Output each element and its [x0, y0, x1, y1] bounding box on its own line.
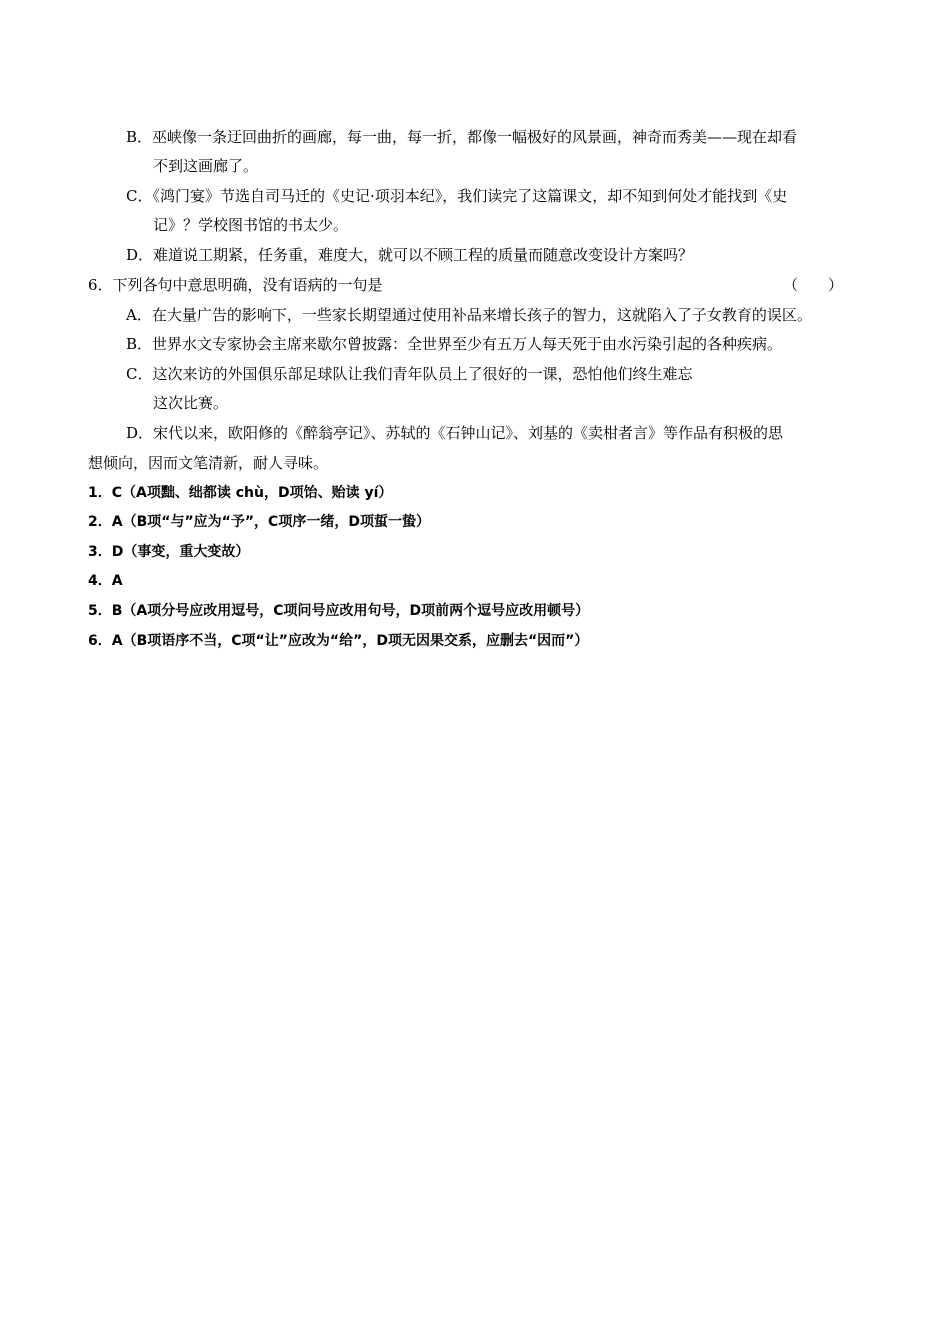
q5-option-b-line1: B．巫峡像一条迂回曲折的画廊，每一曲，每一折，都像一幅极好的风景画，神奇而秀美——现在却看: [126, 128, 798, 146]
q6-option-c-line1: C．这次来访的外国俱乐部足球队让我们青年队员上了很好的一课，恐怕他们终生难忘: [126, 365, 693, 383]
q6-option-a: A．在大量广告的影响下，一些家长期望通过使用补品来增长孩子的智力，这就陷入了子女教育的误区。: [126, 306, 812, 324]
q5-option-c-line1: C．《鸿门宴》节选自司马迁的《史记·项羽本纪》，我们读完了这篇课文，却不知到何处才能找到《史: [126, 187, 788, 205]
q5-option-d-line1: D．难道说工期紧，任务重，难度大，就可以不顾工程的质量而随意改变设计方案吗？: [126, 246, 694, 264]
answer-4: 4．A: [88, 573, 123, 589]
q5-option-c-line2: 记》？学校图书馆的书太少。: [153, 216, 349, 234]
answer-3: 3．D（事变，重大变故）: [88, 544, 250, 560]
q6-option-c-line2: 这次比赛。: [153, 394, 229, 412]
q6-option-d-line2: 想倾向，因而文笔清新，耐人寻味。: [88, 454, 329, 472]
q5-option-b-line2: 不到这画廊了。: [153, 157, 259, 175]
answer-1: 1．C（A项黜、绌都读 chù，D项饴、贻读 yí）: [88, 485, 393, 501]
answer-6: 6．A（B项语序不当，C项“让”应改为“给”，D项无因果交系，应删去“因而”）: [88, 633, 589, 649]
q6-stem: 6．下列各句中意思明确，没有语病的一句是: [88, 276, 383, 294]
q6-option-b: B．世界水文专家协会主席来歇尔曾披露：全世界至少有五万人每天死于由水污染引起的各种疾病。: [126, 335, 783, 353]
answer-2: 2．A（B项“与”应为“予”，C项序一绪，D项蜇一蛰）: [88, 514, 430, 530]
q6-option-d-line1: D．宋代以来，欧阳修的《醉翁亭记》、苏轼的《石钟山记》、刘基的《卖柑者言》等作品有积极的思: [126, 424, 784, 442]
answer-5: 5．B（A项分号应改用逗号，C项问号应改用句号，D项前两个逗号应改用顿号）: [88, 603, 590, 619]
q6-answer-parentheses: （ ）: [783, 276, 844, 294]
